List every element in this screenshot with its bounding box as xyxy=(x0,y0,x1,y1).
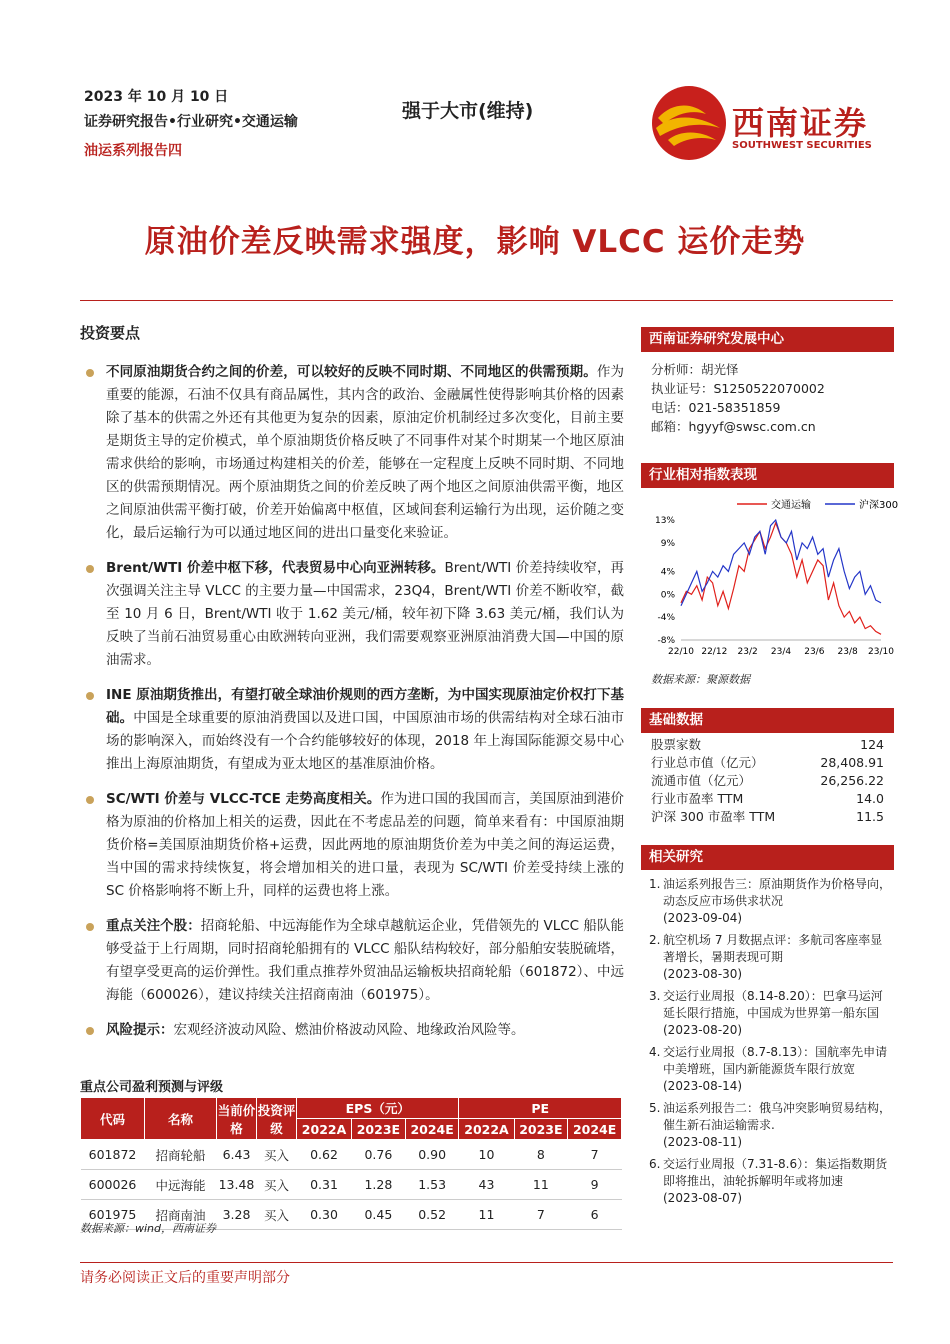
related-heading: 相关研究 xyxy=(641,845,894,870)
bullet-item xyxy=(80,557,624,672)
basic-value: 28,408.91 xyxy=(820,755,884,770)
x-tick-label: 23/10 xyxy=(868,647,894,657)
cell: 13.48 xyxy=(217,1170,257,1200)
cell: 11 xyxy=(514,1170,568,1200)
related-item[interactable] xyxy=(641,876,894,927)
cell: 0.76 xyxy=(352,1140,406,1170)
bullet-item xyxy=(80,1019,624,1042)
basic-key: 股票家数 xyxy=(651,737,702,752)
analyst-heading: 西南证券研究发展中心 xyxy=(641,327,894,352)
col-header: 名称 xyxy=(145,1098,217,1140)
related-item[interactable] xyxy=(641,988,894,1039)
table-source: 数据来源：wind，西南证券 xyxy=(80,1222,217,1235)
analyst-name: 分析师：胡光怿 xyxy=(651,362,739,377)
cell: 6 xyxy=(568,1200,622,1230)
cell: 8 xyxy=(514,1140,568,1170)
cell: 0.45 xyxy=(352,1200,406,1230)
bullet-bold: 不同原油期货合约之间的价差，可以较好的反映不同时期、不同地区的供需预期。 xyxy=(106,364,597,380)
bullet-dot-icon xyxy=(86,565,94,573)
year-header: 2024E xyxy=(405,1119,459,1140)
related-title: 航空机场 7 月数据点评：多航司客座率显著增长，暑期表现可期 xyxy=(663,933,883,964)
bullet-text: 作为进口国的我国而言，美国原油到港价格为原油的价格加上相关的运费，因此在不考虑品差的问题，简单来看有：中国原油期货价格=美国原油期货价格+运费，因此两地的原油期货价差为中美之间的海运运费，当中国的需求持续恢复，将会增加相关的进口量，表现为 SC/WTI 价差受持续上涨的 SC 价格影响将不断上升，同样的运费也将上涨。 xyxy=(106,791,625,899)
bullet-item xyxy=(80,915,624,1007)
bullet-dot-icon xyxy=(86,692,94,700)
cell: 601872 xyxy=(81,1140,145,1170)
bullet-item xyxy=(80,684,624,776)
bullet-item xyxy=(80,361,624,545)
chart-source: 数据来源：聚源数据 xyxy=(651,673,750,686)
col-header: EPS（元） xyxy=(297,1098,459,1119)
cell: 招商轮船 xyxy=(145,1140,217,1170)
bullet-bold: INE 原油期货推出，有望打破全球油价规则的西方垄断，为中国实现原油定价权打下基础。 xyxy=(106,687,624,726)
series-line xyxy=(681,520,881,606)
basic-value: 26,256.22 xyxy=(820,773,884,788)
related-title: 油运系列报告二：俄乌冲突影响贸易结构，催生新石油运输需求. xyxy=(663,1101,892,1132)
footer-disclaimer: 请务必阅读正文后的重要声明部分 xyxy=(80,1270,290,1286)
year-header: 2023E xyxy=(352,1119,406,1140)
col-header: 代码 xyxy=(81,1098,145,1140)
related-num: 2. xyxy=(649,933,661,947)
x-tick-label: 22/10 xyxy=(668,647,694,657)
report-title: 原油价差反映需求强度，影响 VLCC 运价走势 xyxy=(144,224,806,260)
table-row xyxy=(81,1170,622,1200)
year-header: 2023E xyxy=(514,1119,568,1140)
related-date: (2023-08-11) xyxy=(663,1135,743,1149)
related-item[interactable] xyxy=(641,1044,894,1095)
x-tick-label: 23/6 xyxy=(804,647,825,657)
footer-divider xyxy=(80,1262,893,1263)
x-tick-label: 23/4 xyxy=(770,647,792,657)
basic-row xyxy=(651,808,884,826)
related-num: 4. xyxy=(649,1045,661,1059)
basic-key: 沪深 300 市盈率 TTM xyxy=(651,809,776,824)
cell: 7 xyxy=(568,1140,622,1170)
basic-value: 11.5 xyxy=(856,809,884,824)
y-tick-label: -8% xyxy=(657,636,675,646)
bullet-text: 招商轮船、中远海能作为全球卓越航运企业，凭借领先的 VLCC 船队能够受益于上行周期，同时招商轮船拥有的 VLCC 船队结构较好，部分船舶安装脱硫塔，有望享受更高的运价弹性。我们重点推荐外贸油品运输板块招商轮船（601872）、中远海能（600026），建议持续关注招商南油（601975）。 xyxy=(106,918,625,1003)
legend-label: 交通运输 xyxy=(771,500,811,511)
bullet-bold: Brent/WTI 价差中枢下移，代表贸易中心向亚洲转移。 xyxy=(106,560,445,576)
table-row xyxy=(81,1140,622,1170)
related-item[interactable] xyxy=(641,1100,894,1151)
related-date: (2023-09-04) xyxy=(663,911,743,925)
cell: 买入 xyxy=(257,1170,297,1200)
cell: 10 xyxy=(459,1140,514,1170)
year-header: 2024E xyxy=(568,1119,622,1140)
related-title: 交运行业周报（8.14-8.20）：巴拿马运河延长限行措施，中国成为世界第一船东国 xyxy=(663,989,883,1020)
chart-heading: 行业相对指数表现 xyxy=(641,463,894,488)
cell: 11 xyxy=(459,1200,514,1230)
related-num: 1. xyxy=(649,877,661,891)
cell: 3.28 xyxy=(217,1200,257,1230)
cell: 0.62 xyxy=(297,1140,352,1170)
analyst-phone: 电话：021-58351859 xyxy=(651,400,781,415)
x-tick-label: 23/2 xyxy=(737,647,758,657)
bullet-dot-icon xyxy=(86,369,94,377)
divider xyxy=(80,300,893,301)
cell: 6.43 xyxy=(217,1140,257,1170)
x-tick-label: 22/12 xyxy=(701,647,728,657)
bullet-bold: 重点关注个股： xyxy=(106,918,201,934)
report-series: 油运系列报告四 xyxy=(84,143,182,159)
basic-key: 行业总市值（亿元） xyxy=(651,755,764,770)
y-tick-label: 13% xyxy=(654,516,675,526)
basic-row xyxy=(651,790,884,808)
logo-english-name: SOUTHWEST SECURITIES xyxy=(732,140,872,151)
basic-key: 行业市盈率 TTM xyxy=(651,791,744,806)
cell: 9 xyxy=(568,1170,622,1200)
col-header: 投资评级 xyxy=(257,1098,297,1140)
basic-key: 流通市值（亿元） xyxy=(651,773,752,788)
cell: 0.31 xyxy=(297,1170,352,1200)
related-date: (2023-08-20) xyxy=(663,1023,743,1037)
bullet-text: 作为重要的能源，石油不仅具有商品属性，其内含的政治、金融属性使得影响其价格的因素除了基本的供需之外还有其他更为复杂的因素，原油定价机制经过多次变化，目前主要是期货主导的定价模式，单个原油期货价格反映了不同事件对某个时期某一个地区原油需求供给的影响，市场通过构建相关的价差，能够在一定程度上反映不同时期、不同地区的供需预期情况。两个原油期货之间的价差反映了两个地区之间原油供需平衡，地区之间原油供需平衡打破，价差开始偏离中枢值，区域间套利运输行为出现，运价随之变化，最后运输行为可以通过地区间的进出口量变化来验证。 xyxy=(106,364,625,541)
related-num: 3. xyxy=(649,989,661,1003)
legend-label: 沪深300 xyxy=(859,500,899,511)
col-header: 当前价格 xyxy=(217,1098,257,1140)
cell: 中远海能 xyxy=(145,1170,217,1200)
bullet-dot-icon xyxy=(86,1027,94,1035)
related-title: 交运行业周报（7.31-8.6）：集运指数期货即将推出，油轮拆解明年或将加速 xyxy=(663,1157,888,1188)
related-date: (2023-08-14) xyxy=(663,1079,743,1093)
cell: 买入 xyxy=(257,1140,297,1170)
logo-emblem-icon xyxy=(650,84,728,162)
related-title: 油运系列报告三：原油期货作为价格导向，动态反应市场供求状况 xyxy=(663,877,892,908)
related-list xyxy=(641,876,894,1212)
report-type: 证券研究报告•行业研究•交通运输 xyxy=(84,114,298,130)
col-header: PE xyxy=(459,1098,622,1119)
bullet-text: Brent/WTI 价差持续收窄，再次强调关注主导 VLCC 的主要力量—中国需求，23Q4，Brent/WTI 价差不断收窄，截至 10 月 6 日，Brent/WTI 收于 1.62 美元/桶，较年初下降 3.63 美元/桶，我们认为反映了当前石油贸易重心由欧洲转向亚洲，我们需要观察亚洲原油消费大国—中国的原油需求。 xyxy=(106,560,624,668)
logo-chinese-name: 西南证券 xyxy=(732,104,869,142)
y-tick-label: 0% xyxy=(660,590,675,601)
related-date: (2023-08-30) xyxy=(663,967,743,981)
related-num: 6. xyxy=(649,1157,661,1171)
bullet-text: 中国是全球重要的原油消费国以及进口国，中国原油市场的供需结构对全球石油市场的影响深入，而始终没有一个合约能够较好的体现，2018 年上海国际能源交易中心推出上海原油期货，有望成为亚太地区的基准原油价格。 xyxy=(106,710,625,772)
related-title: 交运行业周报（8.7-8.13）：国航率先申请中美增班，国内新能源货车限行放宽 xyxy=(663,1045,888,1076)
basic-data xyxy=(651,736,904,826)
cell: 1.53 xyxy=(405,1170,459,1200)
bullet-dot-icon xyxy=(86,796,94,804)
basic-row xyxy=(651,754,884,772)
cell: 0.90 xyxy=(405,1140,459,1170)
related-item[interactable] xyxy=(641,1156,894,1207)
series-line xyxy=(681,523,881,634)
related-date: (2023-08-07) xyxy=(663,1191,743,1205)
investment-highlights xyxy=(80,322,624,1054)
related-num: 5. xyxy=(649,1101,661,1115)
bullet-text: 宏观经济波动风险、燃油价格波动风险、地缘政治风险等。 xyxy=(173,1022,525,1038)
cell: 买入 xyxy=(257,1200,297,1230)
forecast-table-title: 重点公司盈利预测与评级 xyxy=(80,1080,224,1095)
forecast-table xyxy=(80,1097,622,1230)
year-header: 2022A xyxy=(459,1119,514,1140)
cell: 0.52 xyxy=(405,1200,459,1230)
analyst-license: 执业证号：S1250522070002 xyxy=(651,381,825,396)
analyst-email: 邮箱：hgyyf@swsc.com.cn xyxy=(651,419,816,434)
report-date: 2023 年 10 月 10 日 xyxy=(84,89,229,105)
year-header: 2022A xyxy=(297,1119,352,1140)
industry-rating: 强于大市(维持) xyxy=(402,100,534,122)
section-heading: 投资要点 xyxy=(80,324,141,342)
basic-value: 14.0 xyxy=(856,791,884,806)
x-tick-label: 23/8 xyxy=(837,647,858,657)
y-tick-label: 9% xyxy=(660,538,675,549)
basic-row xyxy=(651,736,884,754)
analyst-info xyxy=(651,360,904,436)
basic-value: 124 xyxy=(860,737,884,752)
y-tick-label: 4% xyxy=(660,567,675,578)
bullet-dot-icon xyxy=(86,923,94,931)
related-item[interactable] xyxy=(641,932,894,983)
cell: 600026 xyxy=(81,1170,145,1200)
basic-data-heading: 基础数据 xyxy=(641,708,894,733)
basic-row xyxy=(651,772,884,790)
index-chart xyxy=(641,494,899,662)
cell: 601975 xyxy=(81,1200,145,1230)
y-tick-label: -4% xyxy=(657,613,675,624)
cell: 43 xyxy=(459,1170,514,1200)
bullet-bold: 风险提示： xyxy=(106,1022,174,1038)
cell: 7 xyxy=(514,1200,568,1230)
cell: 0.30 xyxy=(297,1200,352,1230)
bullet-item xyxy=(80,788,624,903)
company-logo xyxy=(650,84,890,164)
cell: 1.28 xyxy=(352,1170,406,1200)
cell: 招商南油 xyxy=(145,1200,217,1230)
bullet-bold: SC/WTI 价差与 VLCC-TCE 走势高度相关。 xyxy=(106,791,381,807)
